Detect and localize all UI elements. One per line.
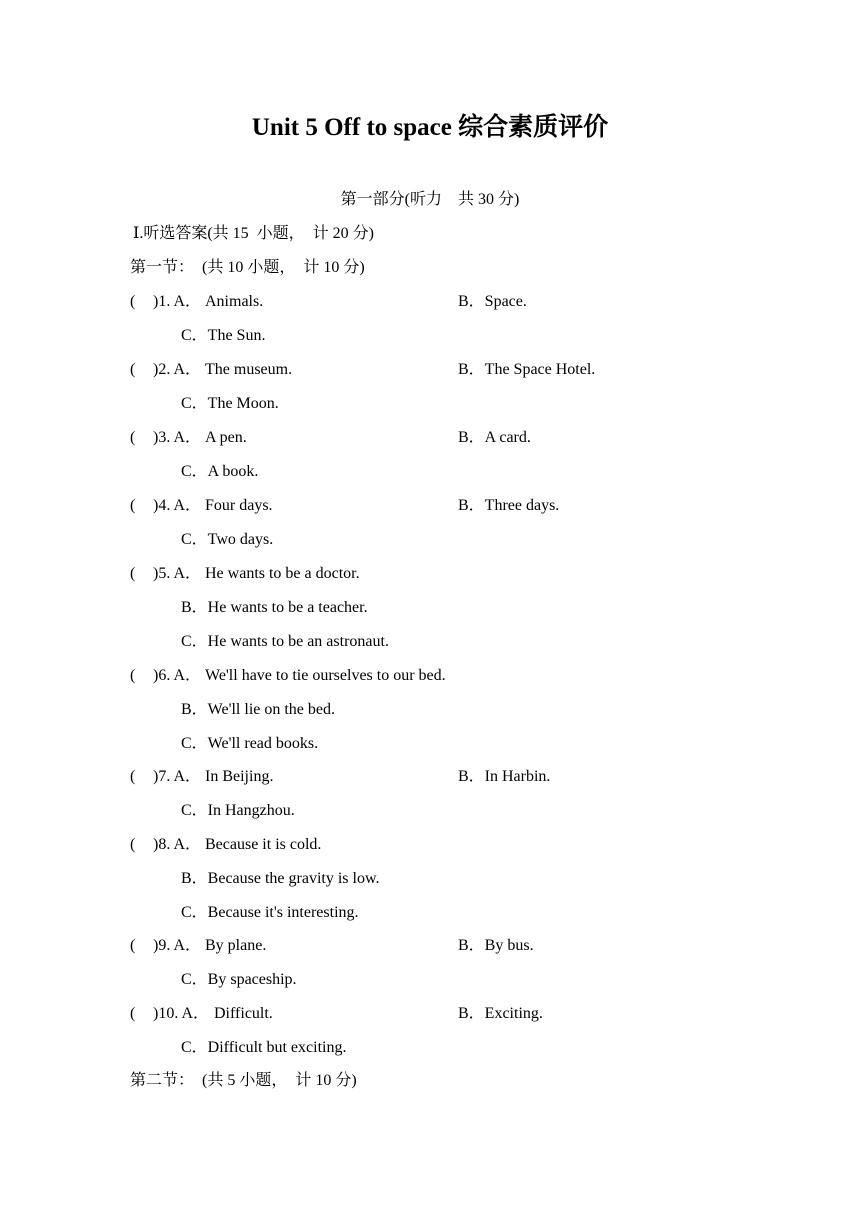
answer-blank[interactable]: ( (130, 667, 136, 684)
question-number: )10. A． (153, 1005, 210, 1022)
option-a: We'll have to tie ourselves to our bed. (205, 667, 446, 684)
option-b: B．Three days. (458, 497, 560, 514)
question-number: )8. A． (153, 836, 202, 853)
option-a: By plane. (205, 937, 267, 954)
option-a: Difficult. (214, 1005, 273, 1022)
question-number: )6. A． (153, 667, 202, 684)
option-c: C．By spaceship. (181, 971, 297, 988)
option-c: C．A book. (181, 463, 259, 480)
page-title: Unit 5 Off to space 综合素质评价 (251, 114, 609, 141)
option-c: C．Two days. (181, 531, 274, 548)
question-number: )4. A． (153, 497, 202, 514)
answer-blank[interactable]: ( (130, 565, 136, 582)
answer-blank[interactable]: ( (130, 768, 136, 785)
option-a: Four days. (205, 497, 273, 514)
option-c: C．Because it's interesting. (181, 904, 359, 921)
option-b: B．He wants to be a teacher. (181, 599, 368, 616)
section-1-heading: 第一节： (共 10 小题， 计 10 分) (130, 259, 365, 276)
answer-blank[interactable]: ( (130, 937, 136, 954)
option-b: B．We'll lie on the bed. (181, 701, 336, 718)
section-2-heading: 第二节： (共 5 小题， 计 10 分) (130, 1072, 357, 1089)
option-c: C．The Sun. (181, 327, 266, 344)
option-a: Animals. (205, 293, 264, 310)
option-b: B．Space. (458, 293, 527, 310)
option-a: A pen. (205, 429, 247, 446)
option-c: C．Difficult but exciting. (181, 1039, 347, 1056)
answer-blank[interactable]: ( (130, 361, 136, 378)
question-number: )5. A． (153, 565, 202, 582)
question-number: )7. A． (153, 768, 202, 785)
option-b: B．In Harbin. (458, 768, 551, 785)
question-number: )2. A． (153, 361, 202, 378)
answer-blank[interactable]: ( (130, 429, 136, 446)
option-b: B．By bus. (458, 937, 534, 954)
option-c: C．In Hangzhou. (181, 802, 295, 819)
answer-blank[interactable]: ( (130, 836, 136, 853)
answer-blank[interactable]: ( (130, 293, 136, 310)
question-number: )1. A． (153, 293, 202, 310)
option-a: In Beijing. (205, 768, 274, 785)
section-i-heading: Ⅰ.听选答案(共 15 小题， 计 20 分) (133, 225, 374, 242)
option-a: The museum. (205, 361, 293, 378)
option-a: He wants to be a doctor. (205, 565, 360, 582)
option-c: C．We'll read books. (181, 735, 319, 752)
option-b: B．The Space Hotel. (458, 361, 596, 378)
option-a: Because it is cold. (205, 836, 322, 853)
option-c: C．The Moon. (181, 395, 279, 412)
option-c: C．He wants to be an astronaut. (181, 633, 389, 650)
option-b: B．Because the gravity is low. (181, 870, 380, 887)
question-number: )9. A． (153, 937, 202, 954)
answer-blank[interactable]: ( (130, 1005, 136, 1022)
part-heading: 第一部分(听力 共 30 分) (340, 191, 520, 208)
question-number: )3. A． (153, 429, 202, 446)
option-b: B．A card. (458, 429, 531, 446)
answer-blank[interactable]: ( (130, 497, 136, 514)
option-b: B．Exciting. (458, 1005, 543, 1022)
